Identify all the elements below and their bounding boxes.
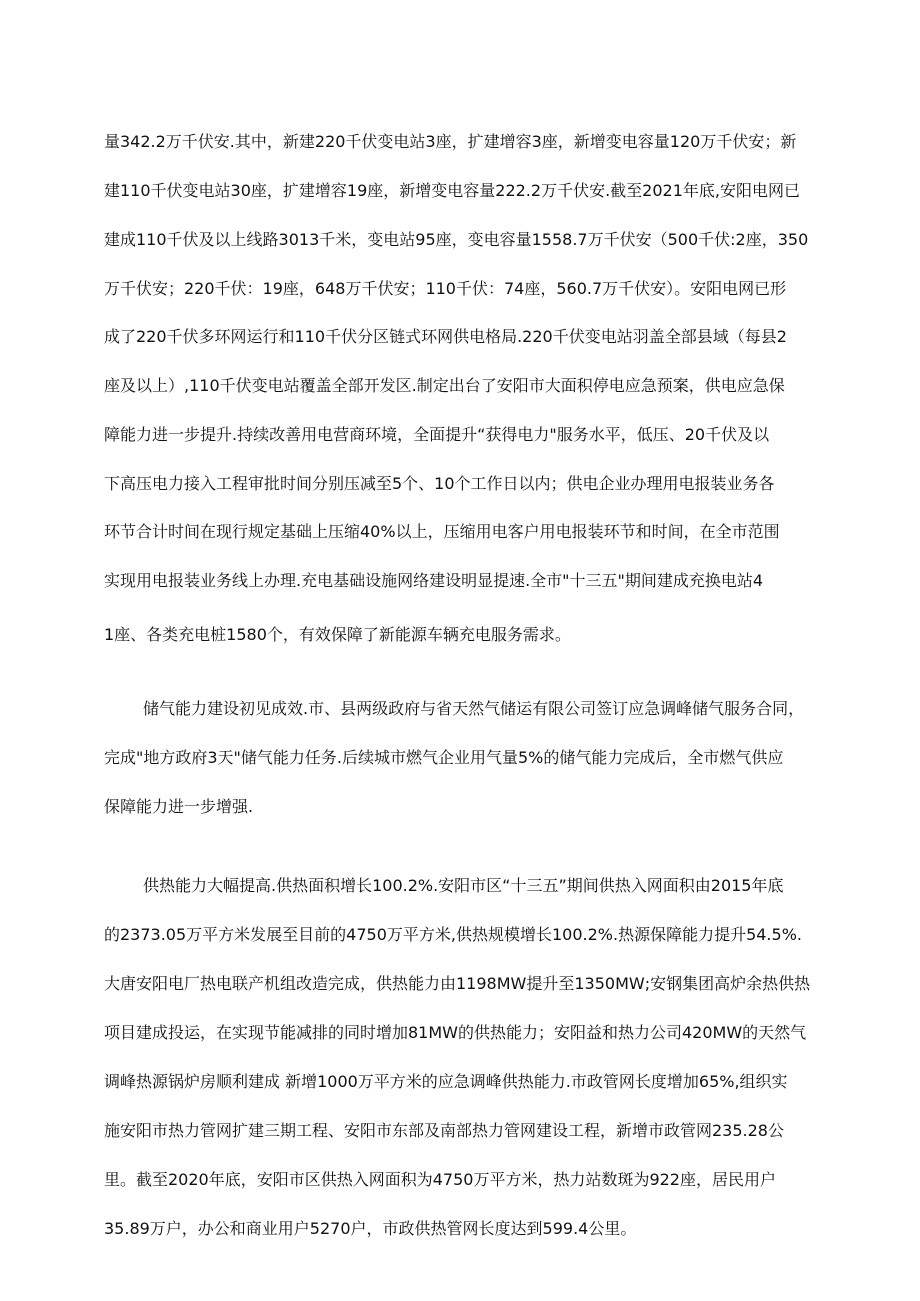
paragraph-line: 供热能力大幅提高.供热面积增长100.2%.安阳市区“十三五”期间供热入网面积由2015年底 (143, 876, 784, 895)
paragraph-line: 1座、各类充电桩1580个，有效保障了新能源车辆充电服务需求。 (104, 625, 571, 644)
paragraph-line: 保障能力进一步增强. (104, 797, 254, 816)
paragraph-line: 施安阳市热力管网扩建三期工程、安阳市东部及南部热力管网建设工程，新增市政管网235.28公 (104, 1121, 784, 1140)
paragraph-line: 调峰热源锅炉房顺利建成 新增1000万平方米的应急调峰供热能力.市政管网长度增加65%,组织实 (104, 1072, 788, 1091)
paragraph-line: 大唐安阳电厂热电联产机组改造完成，供热能力由1198MW提升至1350MW;安钢集团高炉余热供热 (104, 974, 811, 993)
paragraph-line: 下高压电力接入工程审批时间分别压减至5个、10个工作日以内；供电企业办理用电报装业务各 (104, 474, 775, 493)
paragraph-line: 里。截至2020年底，安阳市区供热入网面积为4750万平方米，热力站数斑为922座，居民用户 (104, 1170, 776, 1189)
paragraph-line: 完成"地方政府3天"储气能力任务.后续城市燃气企业用气量5%的储气能力完成后，全市燃气供应 (104, 748, 784, 767)
paragraph-line: 实现用电报装业务线上办理.充电基础设施网络建设明显提速.全市"十三五"期间建成充换电站4 (104, 571, 764, 590)
paragraph-line: 项目建成投运，在实现节能减排的同时增加81MW的供热能力；安阳益和热力公司420MW的天然气 (104, 1023, 807, 1042)
paragraph-line: 万千伏安；220千伏：19座，648万千伏安；110千伏：74座，560.7万千伏安）。安阳电网已形 (104, 279, 787, 298)
paragraph-line: 的2373.05万平方米发展至目前的4750万平方米,供热规模增长100.2%.热源保障能力提升54.5%. (104, 925, 802, 944)
paragraph-line: 储气能力建设初见成效.市、县两级政府与省天然气储运有限公司签订应急调峰储气服务合同， (143, 699, 805, 718)
paragraph-line: 建110千伏变电站30座，扩建增容19座，新增变电容量222.2万千伏安.截至2021年底,安阳电网已 (104, 181, 800, 200)
paragraph-line: 量342.2万千伏安.其中，新建220千伏变电站3座，扩建增容3座，新增变电容量120万千伏安；新 (104, 132, 797, 151)
paragraph-line: 成了220千伏多环网运行和110千伏分区链式环网供电格局.220千伏变电站羽盖全部县域（每县2 (104, 327, 787, 346)
paragraph-line: 座及以上）,110千伏变电站覆盖全部开发区.制定出台了安阳市大面积停电应急预案，供电应急保 (104, 376, 785, 395)
paragraph-line: 环节合计时间在现行规定基础上压缩40%以上，压缩用电客户用电报装环节和时间，在全市范围 (104, 522, 780, 541)
paragraph-line: 建成110千伏及以上线路3013千米，变电站95座，变电容量1558.7万千伏安（500千伏:2座，350 (104, 230, 809, 249)
paragraph-line: 35.89万户，办公和商业用户5270户，市政供热管网长度达到599.4公里。 (104, 1219, 637, 1238)
paragraph-line: 障能力进一步提升.持续改善用电营商环境，全面提升“获得电力"服务水平，低压、20千伏及以 (104, 425, 770, 444)
